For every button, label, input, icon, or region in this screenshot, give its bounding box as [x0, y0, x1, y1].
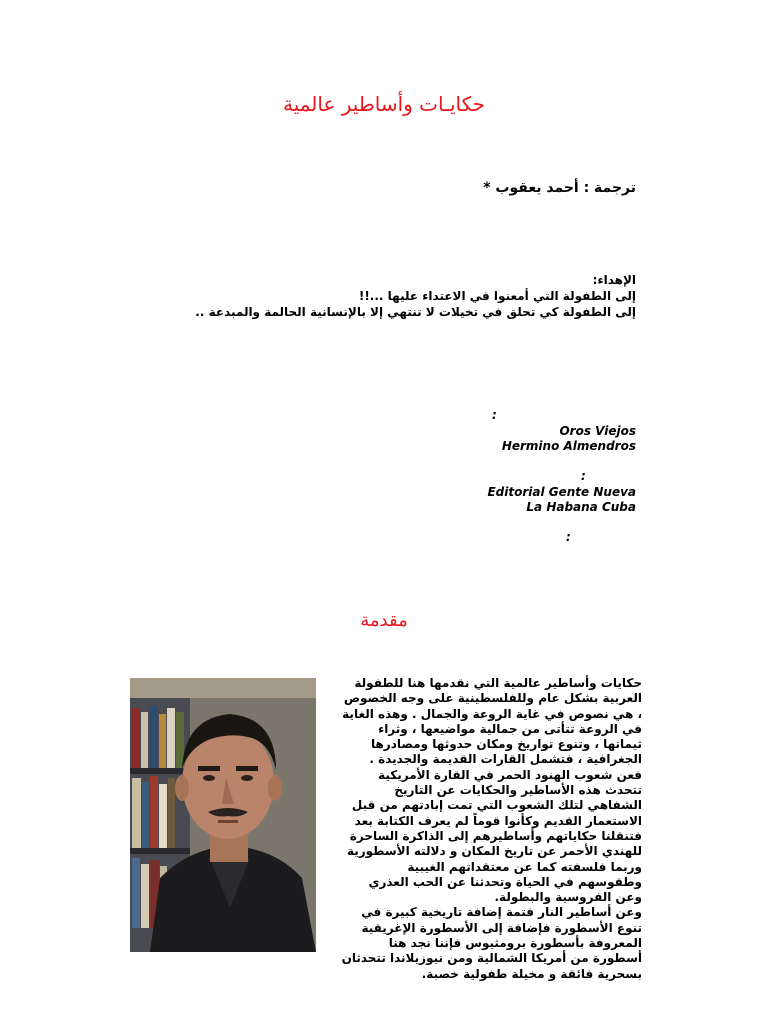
introduction-body — [318, 676, 642, 982]
dedication-line: إلى الطفولة التي أمعنوا في الاعتداء عليها ...!! — [358, 289, 636, 303]
body-line: أسطورة من أمريكا الشمالية ومن نيوزيلاندا تتحدثان — [341, 951, 642, 966]
translator-credit: ترجمة : أحمد يعقوب * — [483, 180, 636, 196]
body-line: في الروعة تتأتى من جمالية مواضيعها ، وثراء — [378, 721, 642, 736]
dedication-heading: الإهداء: — [592, 273, 636, 287]
body-line: بسحرية فائقة و مخيلة طفولية خصبة. — [421, 966, 642, 981]
original-author: Hermino Almendros — [501, 439, 636, 453]
body-line: حكايات وأساطير عالمية التي نقدمها هنا للطفولة — [354, 676, 642, 690]
publisher-name: Editorial Gente Nueva — [487, 485, 636, 499]
trailing-colon: : — [566, 530, 571, 544]
author-photo — [130, 678, 316, 952]
body-line: تنوع الأسطورة فإضافة إلى الأسطورة الإغريقية — [361, 920, 642, 935]
original-work-colon: : — [492, 408, 497, 422]
dedication — [116, 272, 636, 320]
body-line: العربية بشكل عام وللفلسطينية على وجه الخصوص — [343, 691, 642, 706]
dedication-line: إلى الطفولة كي تحلق في تخيلات لا تنتهي إلا بالإنسانية الحالمة والمبدعة .. — [195, 305, 636, 319]
body-line: الجغرافية ، فتشمل القارات القديمة والجديدة . — [369, 752, 642, 767]
body-line: المعروفة بأسطورة برومثيوس فإننا نجد هنا — [388, 936, 642, 951]
body-line: تتحدث هذه الأساطير والحكايات عن التاريخ — [394, 783, 642, 798]
publisher — [487, 485, 636, 515]
page-title: حكايـات وأساطير عالمية — [282, 92, 486, 116]
body-line: ، هي نصوص في غاية الروعة والجمال . وهذه الغاية — [342, 706, 642, 721]
publisher-city: La Habana Cuba — [526, 500, 636, 514]
body-line: ثيماتها ، وتنوع تواريخ ومكان حدوثها ومصادرها — [370, 737, 642, 752]
body-line: فعن شعوب الهنود الحمر في القارة الأمريكية — [378, 767, 642, 782]
body-line: وطقوسهم في الحياة وتحدثنا عن الحب العذري — [368, 874, 642, 889]
body-line: الاستعمار القديم وكأنوا قوماً لم يعرف الكتابة بعد — [354, 813, 642, 828]
body-line: الشفاهي لتلك الشعوب التي تمت إبادتهم من قبل — [351, 798, 642, 813]
original-title: Oros Viejos — [559, 424, 636, 438]
section-heading: مقدمة — [360, 610, 408, 631]
body-line: وعن الفروسية والبطولة. — [494, 890, 642, 905]
body-line: وربما فلسفته كما عن معتقداتهم الغيبية — [407, 859, 642, 874]
body-line: للهندي الأحمر عن تاريخ المكان و دلالته الأسطورية — [346, 844, 642, 859]
body-line: فتنقلنا حكاياتهم وأساطيرهم إلى الذاكرة الساحرة — [349, 828, 642, 843]
publisher-colon: : — [581, 469, 586, 483]
original-work — [502, 424, 636, 454]
body-line: وعن أساطير النار فتمة إضافة تاريخية كبيرة في — [361, 905, 642, 920]
